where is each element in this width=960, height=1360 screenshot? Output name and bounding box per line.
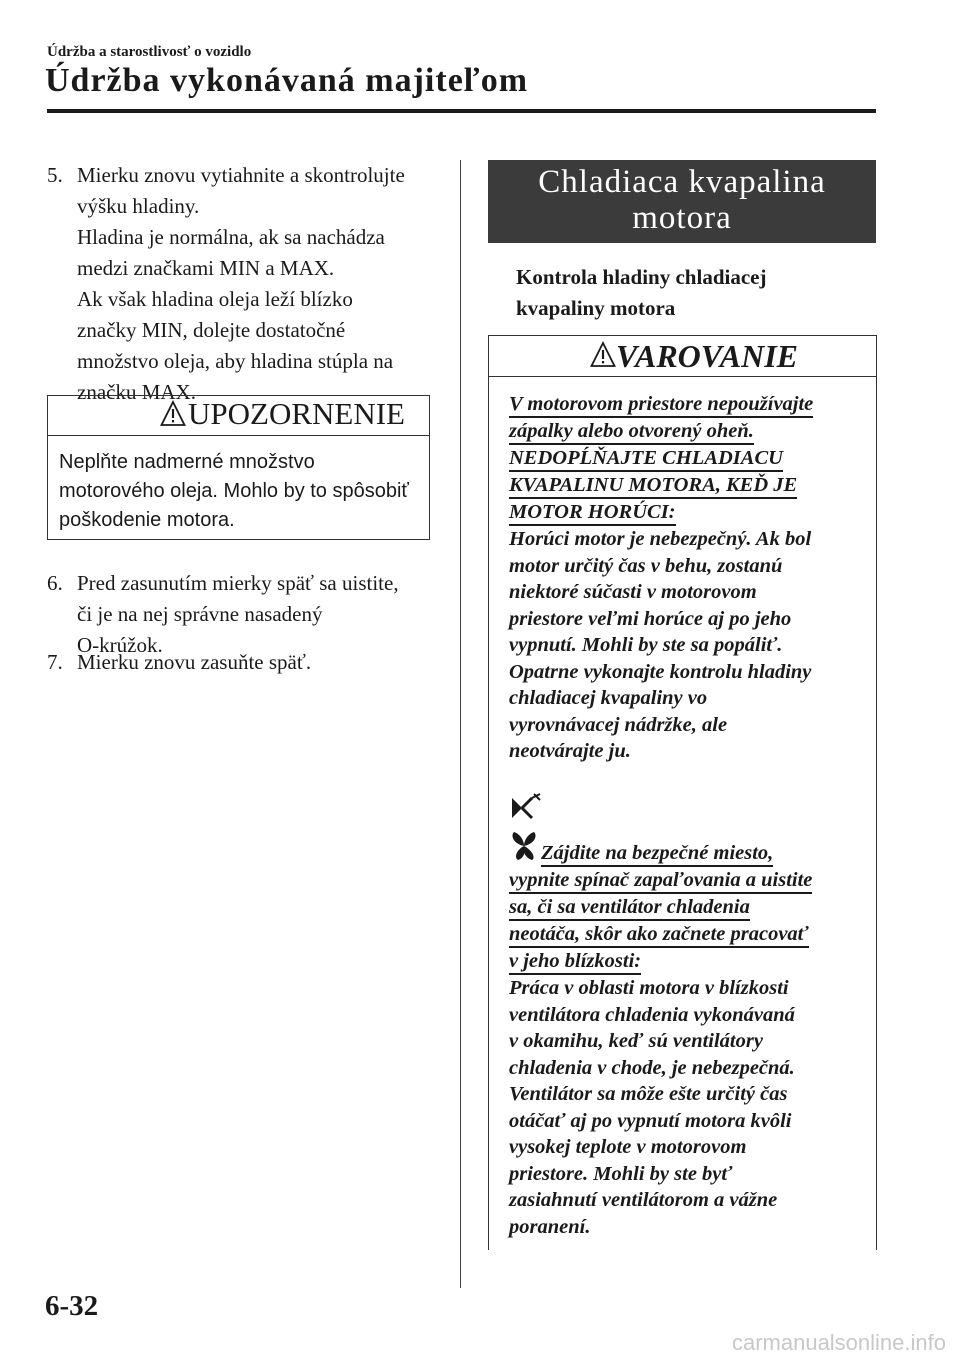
- step-number: 5.: [47, 163, 63, 187]
- warning-triangle-icon: [160, 400, 186, 428]
- warning-underlined-line: neotáča, skôr ako začnete pracovať: [509, 922, 809, 948]
- section-title-line1: Chladiaca kvapalina: [538, 164, 826, 200]
- step-text: Mierku znovu zasuňte späť.: [77, 650, 312, 674]
- warning-underlined-line: v jeho blízkosti:: [509, 949, 641, 975]
- warning-underlined-line: zápalky alebo otvorený oheň.: [509, 419, 754, 445]
- warning-body-line: chladiacej kvapaliny vo: [509, 687, 708, 709]
- warning-body-line: poranení.: [509, 1215, 591, 1238]
- warning-body-line: motor určitý čas v behu, zostanú: [509, 554, 783, 577]
- warning-underlined-line: V motorovom priestore nepoužívajte: [509, 392, 813, 418]
- header-rule: [47, 109, 876, 113]
- warning-body-line: niektoré súčasti v motorovom: [509, 581, 757, 603]
- warning-underlined-line: Zájdite na bezpečné miesto,: [541, 841, 773, 867]
- subheading: Kontrola hladiny chladiacej kvapaliny motora: [516, 265, 767, 320]
- column-divider: [460, 160, 461, 1288]
- caution-header: [48, 396, 429, 436]
- warning-body-line: priestore. Mohli by ste byť: [509, 1162, 733, 1185]
- warning-body-line: priestore veľmi horúce aj po jeho: [509, 607, 792, 630]
- step-7: [47, 647, 447, 687]
- warning-triangle-icon: [590, 341, 616, 369]
- warning-underlined-line: vypnite spínač zapaľovania a uistite: [509, 868, 812, 894]
- warning-underlined-line: KVAPALINU MOTORA, KEĎ JE: [509, 473, 797, 499]
- warning-body-line: Opatrne vykonajte kontrolu hladiny: [509, 660, 812, 683]
- warning-body-line: vyrovnávacej nádržke, ale: [509, 713, 728, 736]
- warning-body-line: vysokej teplote v motorovom: [509, 1136, 747, 1158]
- warning-box: [488, 335, 877, 1250]
- warning-block-2: [509, 840, 812, 1240]
- cooling-fan-icon: [508, 792, 544, 824]
- warning-underlined-line: NEDOPĹŇAJTE CHLADIACU: [509, 446, 783, 472]
- caution-text: Neplňte nadmerné množstvo motorového oleja. Mohlo by to spôsobiť poškodenie motora.: [59, 451, 409, 531]
- section-title-line2: motora: [632, 200, 732, 236]
- watermark: carmanualsonline.info: [731, 1330, 946, 1355]
- step-number: 6.: [47, 571, 63, 595]
- warning-block-1: [509, 391, 813, 765]
- warning-underlined-line: MOTOR HORÚCI:: [509, 500, 676, 526]
- warning-header: [489, 336, 876, 377]
- warning-body-line: Práca v oblasti motora v blízkosti: [509, 977, 789, 999]
- step-5: [47, 160, 447, 410]
- warning-body-line: vypnutí. Mohli by ste sa popáliť.: [509, 634, 783, 656]
- warning-body-line: ventilátora chladenia vykonávaná: [509, 1003, 795, 1026]
- step-text: Mierku znovu vytiahnite a skontrolujte výšku hladiny. Hladina je normálna, ak sa nachádza medzi značkami MIN a MAX. Ak však hladina oleja leží blízko značky MIN, dolejte dostatočné množstvo oleja, aby hladina stúpla na značku MAX.: [77, 163, 405, 404]
- warning-label: VAROVANIE: [616, 338, 798, 374]
- page-number: 6-32: [45, 1290, 99, 1322]
- warning-body-line: Horúci motor je nebezpečný. Ak bol: [509, 528, 812, 550]
- caution-label: UPOZORNENIE: [188, 396, 405, 431]
- section-title-banner: [488, 160, 876, 243]
- step-text: Pred zasunutím mierky späť sa uistite, či je na nej správne nasadený O-krúžok.: [77, 571, 399, 657]
- breadcrumb: Údržba a starostlivosť o vozidlo: [47, 44, 252, 60]
- step-number: 7.: [47, 650, 63, 674]
- warning-underlined-line: sa, či sa ventilátor chladenia: [509, 895, 750, 921]
- warning-body-line: zasiahnutí ventilátorom a vážne: [509, 1189, 778, 1211]
- caution-box: [47, 395, 430, 540]
- warning-body-line: v okamihu, keď sú ventilátory: [509, 1030, 763, 1052]
- warning-body-line: Ventilátor sa môže ešte určitý čas: [509, 1083, 788, 1105]
- warning-body-line: chladenia v chode, je nebezpečná.: [509, 1056, 795, 1079]
- chapter-title: Údržba vykonávaná majiteľom: [45, 62, 529, 99]
- warning-body-line: neotvárajte ju.: [509, 740, 631, 762]
- warning-body-line: otáčať aj po vypnutí motora kvôli: [509, 1109, 792, 1132]
